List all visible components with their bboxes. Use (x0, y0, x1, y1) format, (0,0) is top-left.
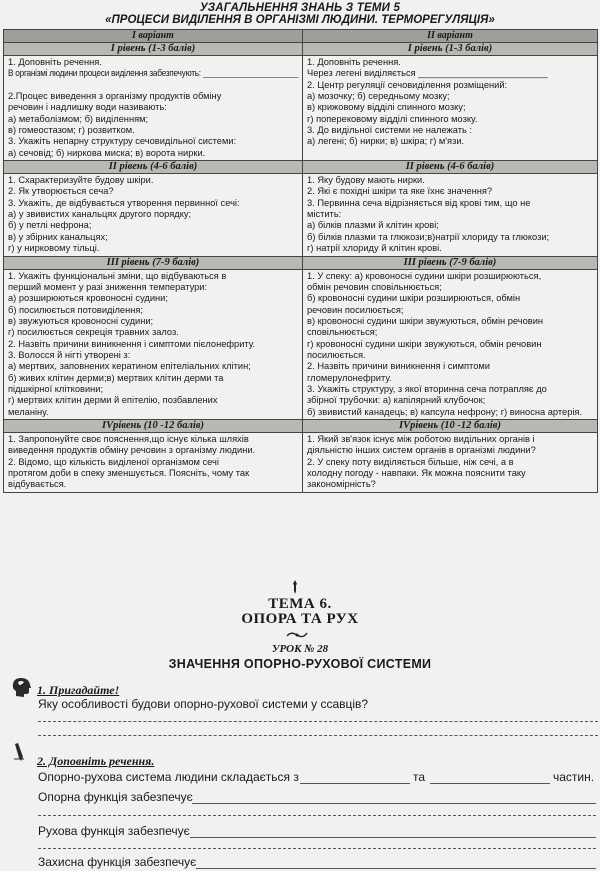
question-line: перший момент у разі зниження температури: (8, 281, 208, 292)
question-line: меланіну. (8, 406, 49, 417)
question-line: 2. Назвіть причини виникнення і симптоми (307, 361, 490, 372)
pencil-icon (12, 742, 26, 762)
question-line: г) натрії хлориду й клітин крові. (307, 243, 442, 254)
level-questions-row (4, 269, 598, 419)
question-line: а) метаболізмом; б) виділенням; (8, 113, 149, 124)
question-line: 2. Які є похідні шкіри та яке їхнє значення? (307, 186, 493, 197)
questions-left (4, 174, 303, 256)
question-line: б) у петлі нефрона; (8, 220, 92, 231)
question-line: а) мозочку; б) середньому мозку; (307, 91, 450, 102)
level-label-right: ІІ рівень (4-6 балів) (303, 161, 598, 174)
question-line: 2. У спеку поту виділяється більше, ніж сечі, а в (307, 456, 514, 467)
question-line: г) мертвих клітин дерми й епітелію, позбавлених (8, 395, 218, 406)
question-line: речовин посилюється; (307, 304, 404, 315)
level-label-left: ІVрівень (10 -12 балів) (4, 419, 303, 432)
question-line: б) посилюється потовиділення; (8, 304, 143, 315)
level-header-row (4, 256, 598, 269)
questions-right (303, 269, 598, 419)
level-header-row (4, 161, 598, 174)
question-line: 3. Укажіть, де відбувається утворення первинної сечі: (8, 197, 240, 208)
answer-line-4[interactable] (38, 848, 596, 849)
question-line: 3. Укажіть непарну структуру сечовидільної системи: (8, 136, 237, 147)
answer-line-3[interactable] (38, 815, 596, 816)
question-line: холодну погоду - навпаки. Як можна пояснити таку (307, 468, 526, 478)
question-line: б) звивистий канадець; в) капсула нефрону; г) виносна артерія. (307, 406, 583, 417)
question-line: в) звужуються кровоносні судини; (8, 315, 154, 326)
motion-function-label: Рухова функція забезпечує (38, 824, 190, 838)
question-line: діяльністю інших систем органів в організмі людини? (307, 445, 536, 456)
task2-line1-end: частин. (553, 770, 595, 784)
variant-1-header: І варіант (4, 30, 303, 43)
questions-left (4, 56, 303, 161)
question-line: збірної трубочки: а) капілярний клубочок; (307, 395, 486, 406)
question-line: 3. Первинна сеча відрізняється від крові тим, що не (307, 197, 531, 208)
question-line (8, 80, 298, 91)
question-line: г) посилюється секреція травних залоз. (8, 327, 179, 338)
question-line: В організмі людини процеси виділення забезпечують: ______________________ (8, 68, 299, 79)
lesson-title: ЗНАЧЕННЯ ОПОРНО-РУХОВОЇ СИСТЕМИ (168, 657, 432, 671)
question-line: а) мертвих, заповнених кератином епітеліальних клітин; (8, 361, 251, 372)
summary-subtitle: «ПРОЦЕСИ ВИДІЛЕННЯ В ОРГАНІЗМІ ЛЮДИНИ. ТЕРМОРЕГУЛЯЦІЯ» (105, 14, 495, 26)
quiz-table (3, 29, 598, 493)
question-line: 2.Процес виведення з організму продуктів обміну (8, 91, 222, 102)
level-label-right: І рівень (1-3 балів) (303, 43, 598, 56)
answer-line-1[interactable] (38, 721, 598, 722)
question-line: а) легені; б) нирки; в) шкіра; г) м'язи. (307, 136, 465, 147)
question-line: 2. Назвіть причини виникнення і симптоми пієлонефриту. (8, 338, 256, 349)
question-line: в) гомеостазом; г) розвитком. (8, 125, 135, 136)
question-line: 1. Схарактеризуйте будову шкіри. (8, 175, 154, 186)
answer-line-2[interactable] (38, 735, 598, 736)
support-function-label: Опорна функція забезпечує (38, 790, 193, 804)
question-line: обмін речовин сповільнюється; (307, 281, 442, 292)
level-questions-row (4, 432, 598, 492)
blank-support[interactable] (192, 803, 596, 804)
question-line: в) крижовому відділі спинного мозку; (307, 102, 466, 113)
blank-protect[interactable] (196, 868, 596, 869)
question-line: г) кровоносні судини шкіри звужуються, обмін речовин (307, 338, 542, 349)
pin-icon (291, 579, 299, 595)
question-line: 1. Який зв'язок існує між роботою видільних органів і (307, 433, 535, 444)
question-line: 1. Запропонуйте своє пояснення,що існує кілька шляхів (8, 433, 249, 444)
protect-function-label: Захисна функція забезпечує (38, 855, 197, 869)
question-line: г) у нирковому тільці. (8, 243, 100, 254)
question-line: протягом доби в спеку зменшується. Поясніть, чому так (8, 468, 250, 478)
question-line: відбувається. (8, 479, 67, 490)
question-line: г) поперековому відділі спинного мозку. (307, 113, 478, 124)
question-line: 1. Доповніть речення. (8, 57, 102, 67)
level-questions-row (4, 56, 598, 161)
level-label-left: ІІІ рівень (7-9 балів) (4, 256, 303, 269)
lesson-number: УРОК № 28 (271, 643, 329, 655)
level-label-left: ІІ рівень (4-6 балів) (4, 161, 303, 174)
questions-left (4, 269, 303, 419)
question-line: Через легені виділяється _________________________ (307, 68, 548, 79)
question-line: а) сечовід; б) ниркова миска; в) ворота нирки. (8, 147, 206, 158)
variant-header-row (4, 30, 598, 43)
question-line: 2. Як утворюється сеча? (8, 186, 114, 197)
questions-right (303, 174, 598, 256)
question-line: в) кровоносні судини шкіри звужуються, обмін речовин (307, 315, 544, 326)
question-line: закономірність? (307, 479, 376, 490)
question-line: сповільнюється; (307, 327, 378, 338)
questions-left (4, 432, 303, 492)
head-think-icon (10, 676, 34, 698)
question-line: 3. Волосся й нігті утворені з: (8, 349, 131, 360)
question-line: посилюється. (307, 349, 366, 360)
blank-2[interactable] (430, 783, 550, 784)
level-label-left: І рівень (1-3 балів) (4, 43, 303, 56)
blank-motion[interactable] (190, 837, 596, 838)
level-header-row (4, 43, 598, 56)
task1-question: Яку особливості будови опорно-рухової системи у ссавців? (38, 697, 369, 711)
question-line: 2. Відомо, що кількість виділеної організмом сечі (8, 456, 219, 467)
level-label-right: ІІІ рівень (7-9 балів) (303, 256, 598, 269)
task2-line1-mid: та (413, 770, 426, 784)
level-header-row (4, 419, 598, 432)
question-line: 1. Яку будову мають нирки. (307, 175, 425, 186)
level-questions-row (4, 174, 598, 256)
question-line: речовин і надлишку води називають: (8, 102, 167, 113)
question-line: а) розширюються кровоносні судини; (8, 293, 168, 304)
topic-subtitle: ОПОРА ТА РУХ (241, 611, 359, 627)
question-line: гломерулонефриту. (307, 372, 392, 383)
blank-1[interactable] (300, 783, 410, 784)
question-line: 1. Укажіть функціональні зміни, що відбуваються в (8, 270, 227, 281)
question-line: б) кровоносні судини шкіри розширюються, обмін (307, 293, 521, 304)
question-line: 1. У спеку: а) кровоносні судини шкіри розширюються, (307, 270, 542, 281)
question-line: підшкірної клітковини; (8, 383, 104, 394)
question-line: б) живих клітин дерми;в) мертвих клітин дерми та (8, 372, 224, 383)
question-line: містить: (307, 209, 342, 220)
question-line: 1. Доповніть речення. (307, 57, 401, 67)
question-line: а) білків плазми й клітин крові; (307, 220, 439, 231)
question-line: в) у збірних канальцях; (8, 231, 108, 242)
summary-header: УЗАГАЛЬНЕННЯ ЗНАНЬ З ТЕМИ 5 (199, 2, 401, 14)
task2-heading: 2. Доповніть речення. (37, 754, 155, 768)
task2-line1-start: Опорно-рухова система людини складається з (38, 770, 299, 784)
question-line: а) у звивистих канальцях другого порядку; (8, 209, 192, 220)
question-line: 2. Центр регуляції сечовиділення розміщений: (307, 79, 508, 90)
variant-2-header: ІІ варіант (303, 30, 598, 43)
level-label-right: ІVрівень (10 -12 балів) (303, 419, 598, 432)
ornament-icon (285, 630, 309, 640)
question-line: 3. До видільної системи не належать : (307, 125, 472, 136)
question-line: 3. Укажіть структуру, з якої вторинна сеча потрапляє до (307, 383, 547, 394)
topic-title: ТЕМА 6. (268, 596, 332, 612)
question-line: виведення продуктів обміну речовин з організму людини. (8, 445, 256, 456)
task1-heading: 1. Пригадайте! (37, 683, 120, 697)
questions-right (303, 432, 598, 492)
questions-right (303, 56, 598, 161)
question-line: б) білків плазми та глюкози;в)натрії хлориду та глюкози; (307, 231, 550, 242)
